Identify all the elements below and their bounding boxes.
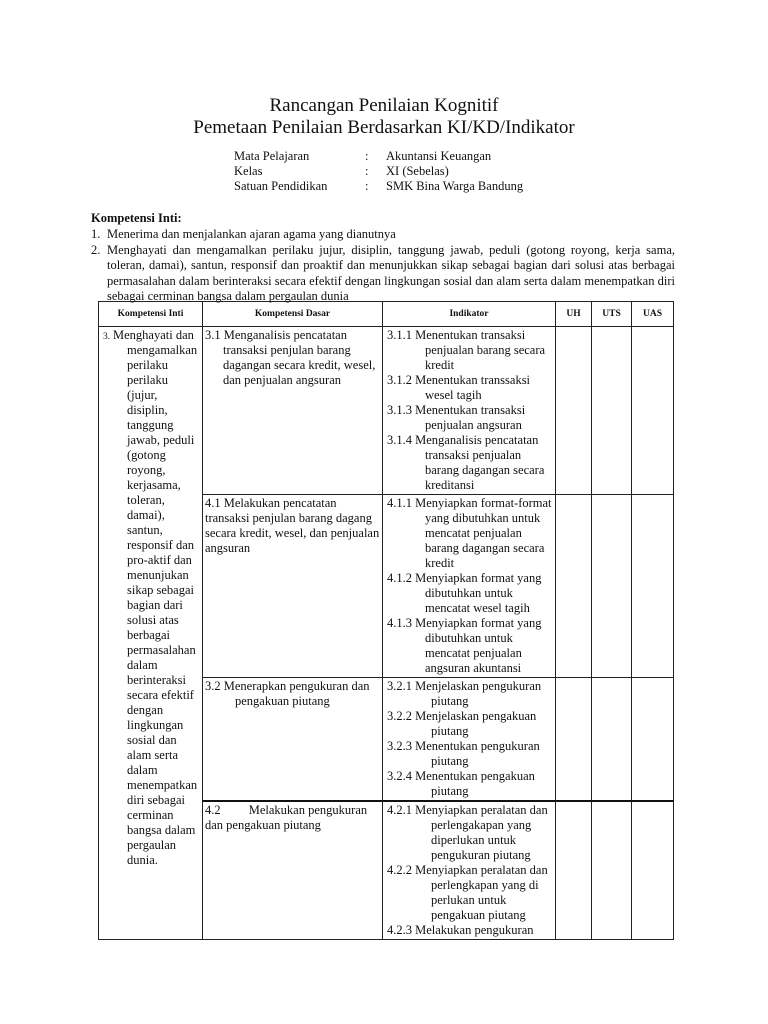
indicator-item: 4.2.2 Menyiapkan peralatan dan perlengkapan yang di perlukan untuk pengakuan piutang <box>387 863 548 922</box>
uas-cell <box>632 327 674 495</box>
uas-cell <box>632 801 674 940</box>
meta-label: Mata Pelajaran <box>234 149 310 163</box>
indicator-item: 3.2.2 Menjelaskan pengakuan piutang <box>387 709 537 738</box>
core-competency-heading: Kompetensi Inti: <box>91 211 182 225</box>
uh-cell <box>556 495 592 678</box>
uh-cell <box>556 327 592 495</box>
uts-cell <box>592 801 632 940</box>
indicator-cell <box>383 678 556 802</box>
list-text: Menerima dan menjalankan ajaran agama yang dianutnya <box>107 227 396 241</box>
indicator-item: 4.2.3 Melakukan pengukuran <box>387 923 534 937</box>
header-kompetensi-dasar: Kompetensi Dasar <box>203 302 383 327</box>
ki-cell <box>99 327 203 940</box>
kd-text: 3.2 Menerapkan pengukuran dan pengakuan piutang <box>205 679 370 708</box>
meta-value: Akuntansi Keuangan <box>386 149 492 163</box>
indicator-cell <box>383 327 556 495</box>
ki-number: 3. <box>103 332 111 342</box>
uas-cell <box>632 678 674 802</box>
meta-row-school <box>234 179 523 194</box>
uts-cell <box>592 678 632 802</box>
table-header-row <box>99 302 674 327</box>
uts-cell <box>592 495 632 678</box>
kd-text: 3.1 Menganalisis pencatatan transaksi penjulan barang dagangan secara kredit, wesel, dan penjualan angsuran <box>205 328 376 387</box>
assessment-table <box>98 301 674 940</box>
table-row <box>99 327 674 495</box>
header-indikator: Indikator <box>383 302 556 327</box>
meta-label: Satuan Pendidikan <box>234 179 328 193</box>
indicator-cell <box>383 495 556 678</box>
kd-cell <box>203 495 383 678</box>
indicator-item: 3.1.3 Menentukan transaksi penjualan angsuran <box>387 403 526 432</box>
header-kompetensi-inti: Kompetensi Inti <box>99 302 203 327</box>
meta-colon: : <box>365 164 369 178</box>
meta-value: SMK Bina Warga Bandung <box>386 179 524 193</box>
subject-info <box>234 149 523 194</box>
indicator-item: 3.2.1 Menjelaskan pengukuran piutang <box>387 679 542 708</box>
meta-row-class <box>234 164 523 179</box>
document-title: Rancangan Penilaian Kognitif <box>269 95 499 116</box>
list-item <box>91 243 675 305</box>
indicator-item: 4.2.1 Menyiapkan peralatan dan perlengakapan yang diperlukan untuk pengukuran piutang <box>387 803 548 862</box>
core-competency-list <box>91 227 675 305</box>
header-uts: UTS <box>592 302 632 327</box>
list-number: 1. <box>91 227 101 241</box>
indicator-cell <box>383 801 556 940</box>
indicator-item: 3.1.2 Menentukan transsaksi wesel tagih <box>387 373 531 402</box>
document-subtitle: Pemetaan Penilaian Berdasarkan KI/KD/Indikator <box>193 117 575 138</box>
kd-cell <box>203 678 383 802</box>
ki-text: Menghayati dan mengamalkan perilaku perilaku (jujur, disiplin, tanggung jawab, peduli (gotong royong, kerjasama, toleran, damai), santun, responsif dan pro-aktif dan menunjukan sikap sebagai bagian dari solusi atas berbagai permasalahan dalam berinteraksi secara efektif dengan lingkungan sosial dan alam serta dalam menempatkan diri sebagai cerminan bangsa dalam pergaulan dunia. <box>113 328 198 867</box>
uas-cell <box>632 495 674 678</box>
uh-cell <box>556 801 592 940</box>
kd-cell <box>203 327 383 495</box>
indicator-item: 3.2.3 Menentukan pengukuran piutang <box>387 739 540 768</box>
list-item <box>91 227 675 243</box>
uts-cell <box>592 327 632 495</box>
list-number: 2. <box>91 242 101 257</box>
indicator-item: 3.1.1 Menentukan transaksi penjualan barang secara kredit <box>387 328 546 372</box>
meta-value: XI (Sebelas) <box>386 164 449 178</box>
meta-row-subject <box>234 149 523 164</box>
indicator-item: 3.1.4 Menganalisis pencatatan transaksi penjualan barang dagangan secara kreditansi <box>387 433 545 492</box>
uh-cell <box>556 678 592 802</box>
indicator-item: 3.2.4 Menentukan pengakuan piutang <box>387 769 535 798</box>
indicator-item: 4.1.2 Menyiapkan format yang dibutuhkan untuk mencatat wesel tagih <box>387 571 542 615</box>
indicator-item: 4.1.1 Menyiapkan format-format yang dibutuhkan untuk mencatat penjualan barang dagangan secara kredit <box>387 496 552 570</box>
meta-colon: : <box>365 149 369 163</box>
indicator-item: 4.1.3 Menyiapkan format yang dibutuhkan untuk mencatat penjualan angsuran akuntansi <box>387 616 542 675</box>
kd-cell <box>203 801 383 940</box>
meta-colon: : <box>365 179 369 193</box>
header-uh: UH <box>556 302 592 327</box>
kd-text: 4.1 Melakukan pencatatan transaksi penjulan barang dagang secara kredit, wesel, dan penjualan angsuran <box>205 496 380 555</box>
meta-label: Kelas <box>234 164 263 178</box>
kd-text: 4.2 Melakukan pengukuran dan pengakuan piutang <box>205 803 371 832</box>
list-text: Menghayati dan mengamalkan perilaku jujur, disiplin, tanggung jawab, peduli (gotong royong, kerja sama, toleran, damai), santun, responsif dan proaktif dan menunjukkan sikap sebagai bagian dari solusi atas berbagai permasalahan dalam berinteraksi secara efektif dengan lingkungan sosial dan alam serta dalam menempatkan diri sebagai cerminan bangsa dalam pergaulan dunia <box>107 242 675 303</box>
header-uas: UAS <box>632 302 674 327</box>
